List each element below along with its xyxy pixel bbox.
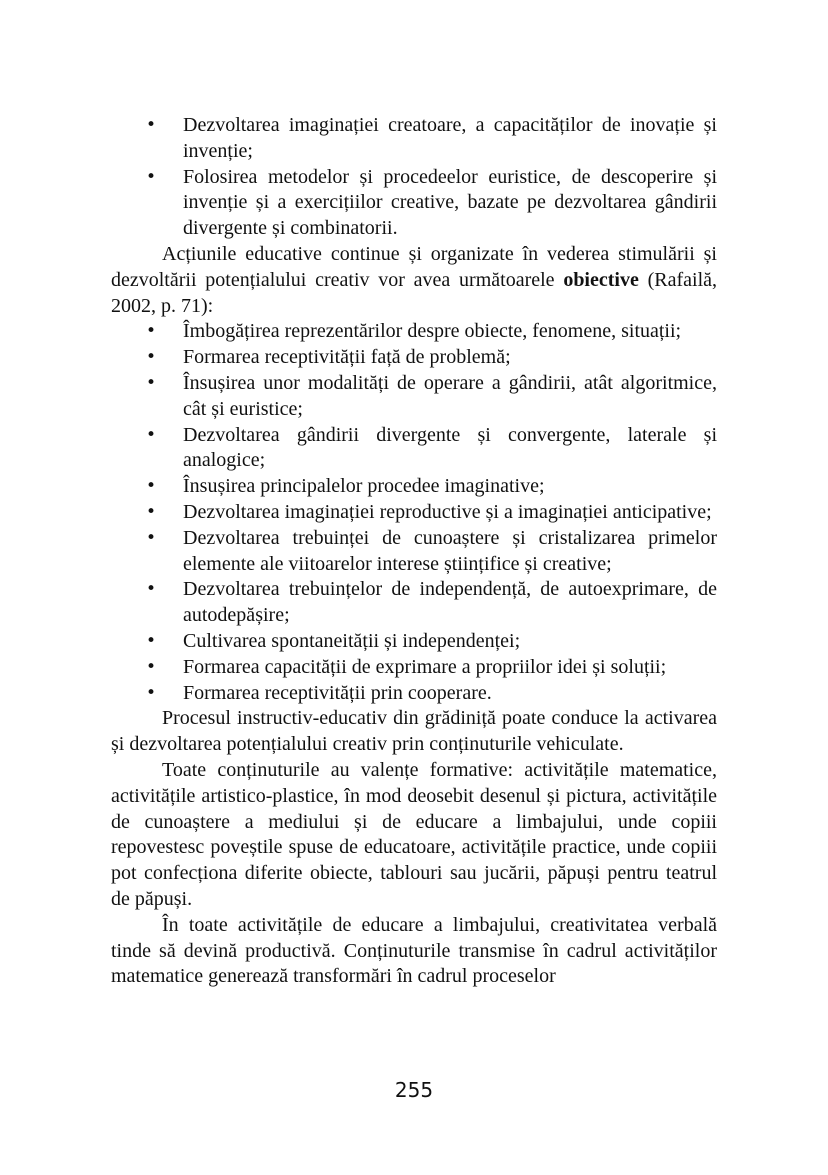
citation: (Rafailă, 2002, p. 71):: [111, 268, 717, 317]
paragraph: Toate conținuturile au valențe formative: activitățile matematice, activitățile artistico-plastice, în mod deosebit desenul și pictura, activitățile de cunoaștere a mediului și de educare a limbajului, unde copiii repovestesc poveștile spuse de educatoare, activitățile practice, unde copiii pot confecționa diferite obiecte, tablouri sau jucării, păpuși pentru teatrul de păpuși.: [111, 758, 717, 910]
paragraph-objectives-intro: [111, 242, 717, 319]
list-item: • Îmbogățirea reprezentărilor despre obiecte, fenomene, situații;: [111, 319, 717, 345]
list-item: • Cultivarea spontaneității și independenței;: [111, 629, 717, 655]
paragraph: Procesul instructiv-educativ din grădiniță poate conduce la activarea și dezvoltarea potențialului creativ prin conținuturile vehiculate.: [111, 707, 717, 756]
bullet-list-intro: [111, 113, 717, 242]
bullet-list-objectives: [111, 319, 717, 706]
list-item: • Dezvoltarea imaginației creatoare, a capacităților de inovație și invenție;: [111, 113, 717, 165]
list-item: • Dezvoltarea gândirii divergente și convergente, laterale și analogice;: [111, 423, 717, 475]
page-body: [111, 113, 717, 990]
list-item: • Însușirea unor modalități de operare a gândirii, atât algoritmice, cât și euristice;: [111, 371, 717, 423]
bold-term: obiective: [563, 268, 639, 291]
list-item: • Formarea capacității de exprimare a propriilor idei și soluții;: [111, 655, 717, 681]
paragraph: În toate activitățile de educare a limbajului, creativitatea verbală tinde să devină productivă. Conținuturile transmise în cadrul activităților matematice generează transformări în cadrul proceselor: [111, 913, 717, 988]
list-item: • Dezvoltarea imaginației reproductive și a imaginației anticipative;: [111, 500, 717, 526]
paragraph-text: Acțiunile educative continue și organizate în vederea stimulării și dezvoltării potențialului creativ vor avea următoarele: [111, 242, 717, 291]
list-item: • Dezvoltarea trebuinței de cunoaștere și cristalizarea primelor elemente ale viitoarelor interese științifice și creative;: [111, 526, 717, 578]
list-item: • Folosirea metodelor și procedeelor euristice, de descoperire și invenție și a exercițiilor creative, bazate pe dezvoltarea gândirii divergente și combinatorii.: [111, 165, 717, 242]
list-item: • Formarea receptivității față de problemă;: [111, 345, 717, 371]
page-number: 255: [394, 1078, 434, 1102]
list-item: • Dezvoltarea trebuințelor de independență, de autoexprimare, de autodepășire;: [111, 577, 717, 629]
list-item: • Însușirea principalelor procedee imaginative;: [111, 474, 717, 500]
list-item: • Formarea receptivității prin cooperare.: [111, 681, 717, 707]
